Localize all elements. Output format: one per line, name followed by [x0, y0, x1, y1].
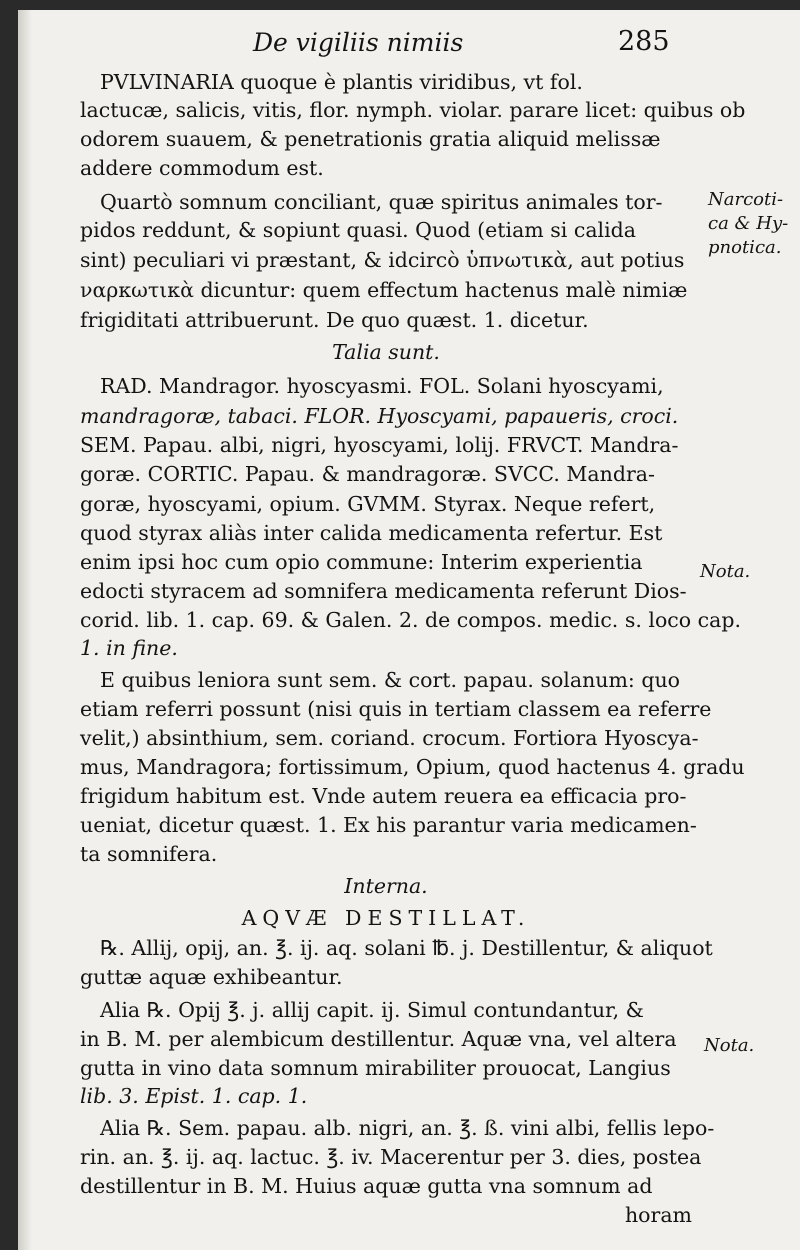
- text-line: ναρκωτικὰ dicuntur: quem effectum hactenus malè nimiæ: [80, 278, 688, 302]
- page-number: 285: [618, 26, 670, 57]
- text-line: etiam referri possunt (nisi quis in tertiam classem ea referre: [80, 697, 712, 721]
- text-line: pidos reddunt, & sopiunt quasi. Quod (etiam si calida: [80, 218, 637, 242]
- text-line: lib. 3. Epist. 1. cap. 1.: [80, 1084, 308, 1108]
- text-line: mandragoræ, tabaci. FLOR. Hyoscyami, papaueris, croci.: [80, 404, 679, 428]
- text-line: PVLVINARIA quoque è plantis viridibus, vt fol.: [100, 70, 583, 94]
- text-line: guttæ aquæ exhibeantur.: [80, 965, 343, 989]
- text-line: velit,) absinthium, sem. coriand. crocum. Fortiora Hyoscya-: [80, 726, 699, 750]
- text-line: goræ, hyoscyami, opium. GVMM. Styrax. Neque refert,: [80, 492, 656, 516]
- text-line: gutta in vino data somnum mirabiliter prouocat, Langius: [80, 1056, 671, 1080]
- text-line: Alia ℞. Opij ℥. j. allij capit. ij. Simul contundantur, &: [100, 998, 644, 1022]
- text-line: odorem suauem, & penetrationis gratia aliquid melissæ: [80, 127, 661, 151]
- text-line: addere commodum est.: [80, 156, 324, 180]
- text-line: E quibus leniora sunt sem. & cort. papau. solanum: quo: [100, 668, 681, 692]
- margin-note-narcotica: ca & Hy-: [708, 213, 789, 234]
- text-line: quod styrax aliàs inter calida medicamenta refertur. Est: [80, 521, 663, 545]
- text-line: Alia ℞. Sem. papau. alb. nigri, an. ℥. ß. vini albi, fellis lepo-: [100, 1116, 715, 1140]
- margin-note-narcotica: Narcoti-: [708, 189, 784, 210]
- text-line: destillentur in B. M. Huius aquæ gutta vna somnum ad: [80, 1174, 653, 1198]
- section-heading: AQVÆ DESTILLAT.: [241, 906, 531, 930]
- text-line: in B. M. per alembicum destillentur. Aquæ vna, vel altera: [80, 1027, 677, 1051]
- text-line: lactucæ, salicis, vitis, flor. nymph. violar. parare licet: quibus ob: [80, 98, 746, 122]
- text-line: enim ipsi hoc cum opio commune: Interim experientia: [80, 550, 643, 574]
- text-line: corid. lib. 1. cap. 69. & Galen. 2. de compos. medic. s. loco cap.: [80, 608, 741, 632]
- text-line: 1. in fine.: [80, 636, 178, 660]
- margin-note-nota: Nota.: [700, 561, 751, 582]
- text-line: ta somnifera.: [80, 842, 218, 866]
- section-subheading: Talia sunt.: [332, 340, 440, 364]
- text-line: frigiditati attribuerunt. De quo quæst. 1. dicetur.: [80, 308, 589, 332]
- text-line: SEM. Papau. albi, nigri, hyoscyami, lolij. FRVCT. Mandra-: [80, 433, 679, 457]
- text-line: mus, Mandragora; fortissimum, Opium, quod hactenus 4. gradu: [80, 755, 745, 779]
- text-line: RAD. Mandragor. hyoscyasmi. FOL. Solani hyoscyami,: [100, 374, 664, 398]
- text-line: ℞. Allij, opij, an. ℥. ij. aq. solani ℔. j. Destillentur, & aliquot: [100, 936, 713, 960]
- book-page: [18, 10, 800, 1250]
- text-line: goræ. CORTIC. Papau. & mandragoræ. SVCC. Mandra-: [80, 462, 655, 486]
- text-line: Quartò somnum conciliant, quæ spiritus animales tor-: [100, 190, 663, 214]
- text-line: ueniat, dicetur quæst. 1. Ex his parantur varia medicamen-: [80, 813, 697, 837]
- text-line: edocti styracem ad somnifera medicamenta referunt Dios-: [80, 579, 687, 603]
- section-subheading: Interna.: [344, 874, 428, 898]
- margin-note-nota: Nota.: [704, 1035, 755, 1056]
- text-line: rin. an. ℥. ij. aq. lactuc. ℥. iv. Macerentur per 3. dies, postea: [80, 1145, 702, 1169]
- catchword: horam: [624, 1203, 692, 1227]
- text-line: frigidum habitum est. Vnde autem reuera ea efficacia pro-: [80, 784, 687, 808]
- margin-note-narcotica: pnotica.: [708, 237, 782, 258]
- text-line: sint) peculiari vi præstant, & idcircò ὑπνωτικὰ, aut potius: [80, 248, 685, 272]
- running-title: De vigiliis nimiis: [253, 28, 464, 57]
